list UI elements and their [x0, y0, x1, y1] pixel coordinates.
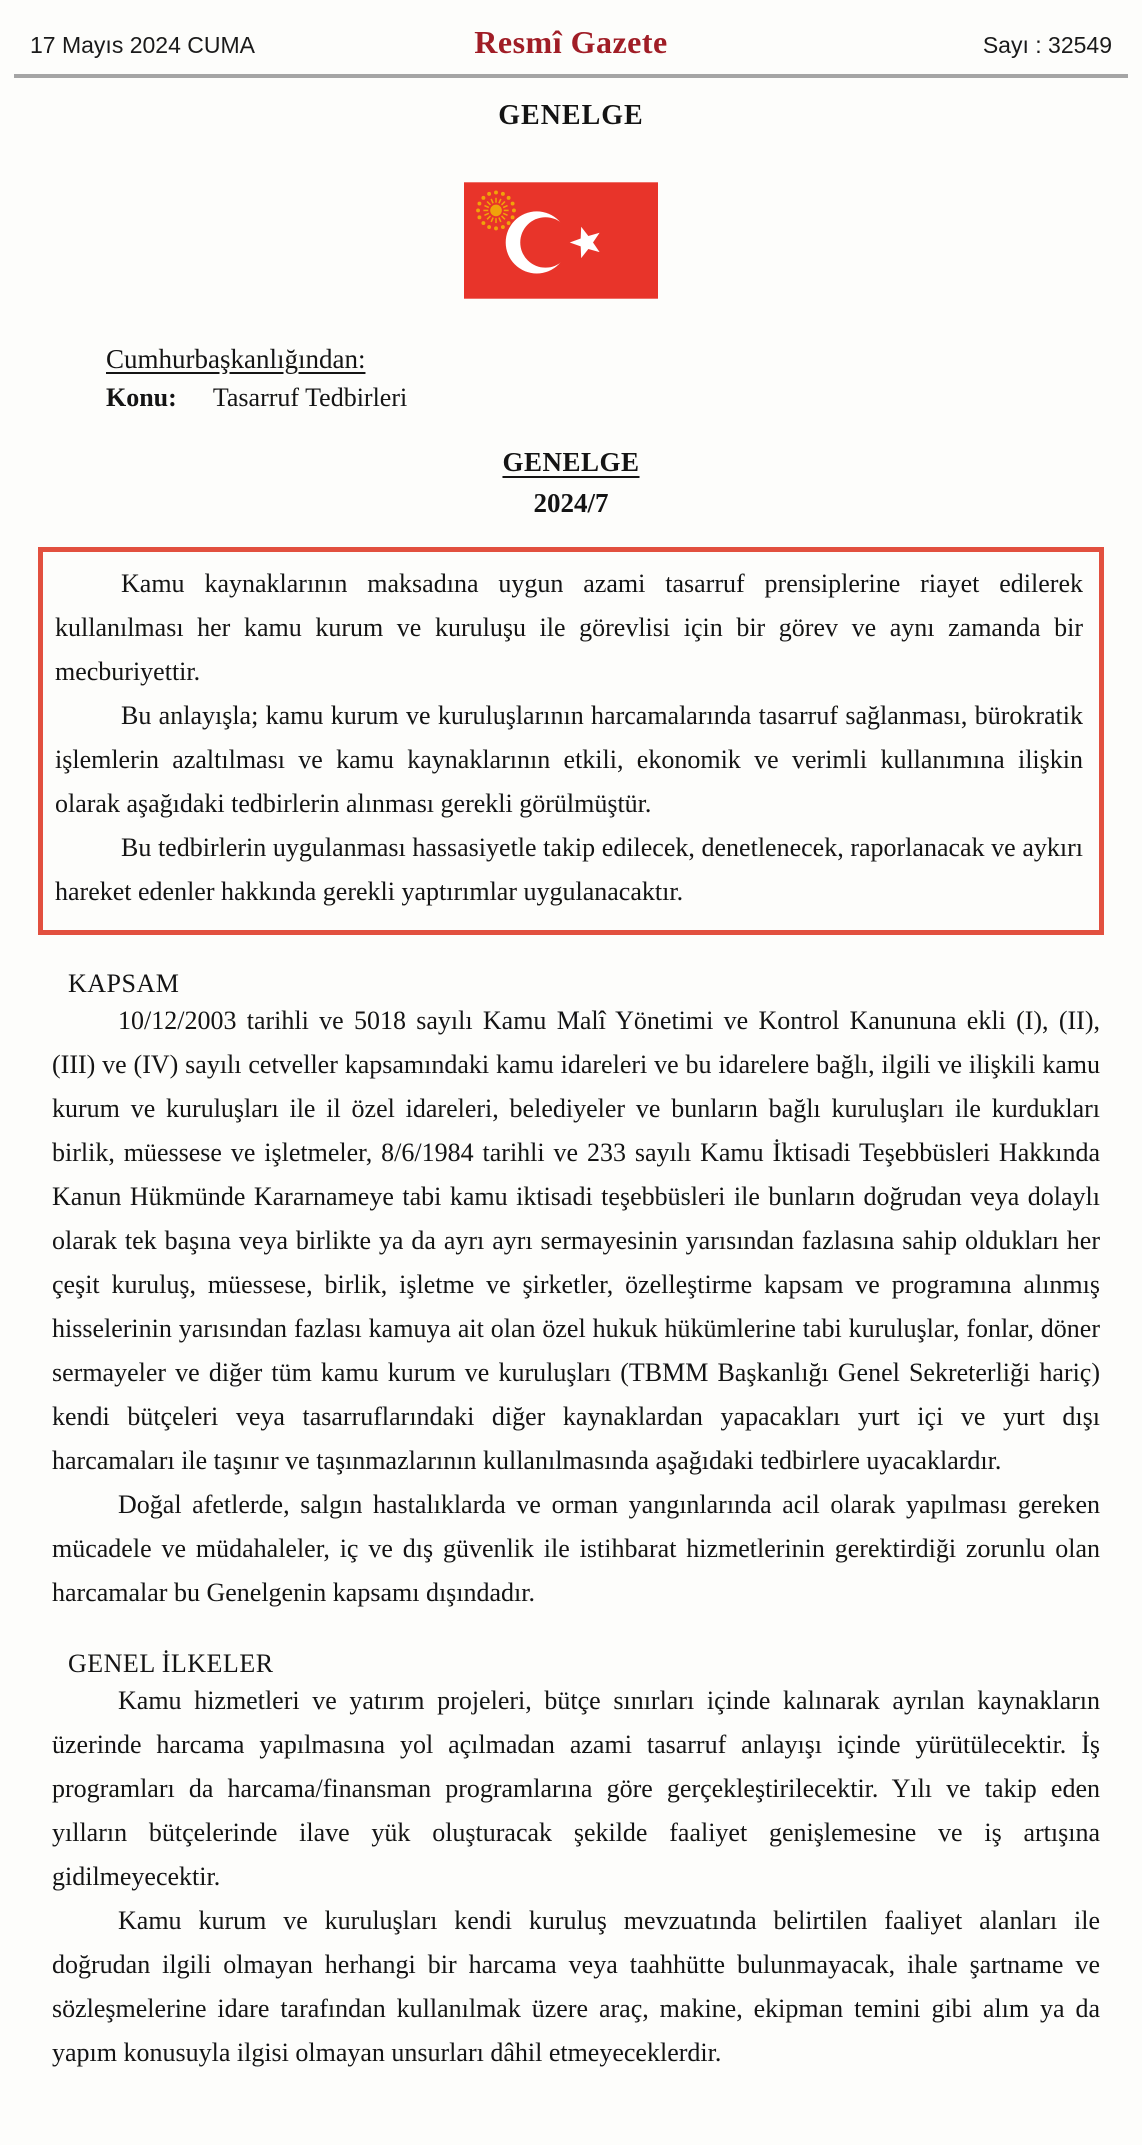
body-paragraph: 10/12/2003 tarihli ve 5018 sayılı Kamu Malî Yönetimi ve Kontrol Kanununa ekli (I), (II), (III) ve (IV) sayılı cetveller kapsamındaki kamu idareleri ve bu idarelere bağlı, ilgili ve ilişkili kamu kurum ve kuruluşları ile il özel idareleri, belediyeler ve bunların bağlı kuruluşları ile kurdukları birlik, müessese ve işletmeler, 8/6/1984 tarihli ve 233 sayılı Kamu İktisadi Teşebbüsleri Hakkında Kanun Hükmünde Kararnameye tabi kamu iktisadi teşebbüsleri ile bunların doğrudan veya dolaylı olarak tek başına veya birlikte ya da ayrı ayrı sermayesinin yarısından fazlasına sahip oldukları her çeşit kuruluş, müessese, birlik, işletme ve şirketler, özelleştirme kapsam ve programına alınmış hisselerinin yarısından fazlası kamuya ait olan özel hukuk hükümlerine tabi kuruluşlar, fonlar, döner sermayeler ve diğer tüm kamu kurum ve kuruluşları (TBMM Başkanlığı Genel Sekreterliği hariç) kendi bütçeleri veya tasarruflarındaki diğer kaynaklardan yapacakları yurt içi ve yurt dışı harcamaları ile taşınır ve taşınmazlarının kullanılmasında aşağıdaki tedbirlere uyacaklardır.	[52, 1006, 1100, 1475]
body-paragraph: Kamu kurum ve kuruluşları kendi kuruluş mevzuatında belirtilen faaliyet alanları ile doğrudan ilgili olmayan herhangi bir harcama veya taahhütte bulunmayacak, ihale şartname ve sözleşmelerine idare tarafından kullanılmak üzere araç, makine, ekipman temini gibi alım ya da yapım konusuyla ilgisi olmayan unsurları dâhil etmeyeceklerdir.	[52, 1906, 1100, 2067]
bottom-whitespace	[0, 2075, 1142, 2145]
body-paragraph: Doğal afetlerde, salgın hastalıklarda ve orman yangınlarında acil olarak yapılması gereken mücadele ve müdahaleler, iç ve dış güvenlik ile istihbarat hizmetlerinin gerektirdiği zorunlu olan harcamalar bu Genelgenin kapsamı dışındadır.	[52, 1490, 1100, 1607]
gazette-issue-number: Sayı : 32549	[982, 32, 1112, 58]
masthead	[0, 0, 1142, 61]
gazette-title: Resmî Gazete	[474, 24, 668, 60]
highlight-paragraph: Bu anlayışla; kamu kurum ve kuruluşlarının harcamalarında tasarruf sağlanması, bürokratik işlemlerin azaltılması ve kamu kaynaklarının etkili, ekonomik ve verimli kullanımına ilişkin olarak aşağıdaki tedbirlerin alınması gerekli görülmüştür.	[55, 701, 1083, 818]
circular-number: 2024/7	[533, 488, 609, 518]
circular-heading: GENELGE	[502, 447, 640, 477]
section-body-kapsam	[52, 999, 1100, 1615]
section-heading-genel-ilkeler: GENEL İLKELER	[68, 1649, 274, 1678]
subject-label: Konu:	[106, 383, 177, 412]
turkish-presidential-flag-icon	[464, 182, 658, 299]
page-title: GENELGE	[498, 100, 644, 131]
flag-container	[0, 182, 1142, 304]
highlight-box	[38, 547, 1104, 935]
highlight-paragraph: Bu tedbirlerin uygulanması hassasiyetle takip edilecek, denetlenecek, raporlanacak ve aykırı hareket edenler hakkında gerekli yaptırımlar uygulanacaktır.	[55, 833, 1083, 906]
issuer-block	[106, 344, 1142, 375]
masthead-divider	[14, 74, 1128, 78]
section-heading-kapsam: KAPSAM	[68, 969, 180, 998]
issuer-line: Cumhurbaşkanlığından:	[106, 344, 366, 374]
subject-line	[106, 383, 1142, 413]
body-paragraph: Kamu hizmetleri ve yatırım projeleri, bütçe sınırları içinde kalınarak ayrılan kaynakların üzerinde harcama yapılmasına yol açılmadan azami tasarruf anlayışı içinde yürütülecektir. İş programları da harcama/finansman programlarına göre gerçekleştirilecektir. Yılı ve takip eden yılların bütçelerinde ilave yük oluşturacak şekilde faaliyet genişlemesine ve iş artışına gidilmeyecektir.	[52, 1686, 1100, 1891]
section-body-genel-ilkeler	[52, 1679, 1100, 2075]
gazette-date: 17 Mayıs 2024 CUMA	[30, 32, 255, 58]
subject-value: Tasarruf Tedbirleri	[212, 383, 408, 412]
highlight-paragraph: Kamu kaynaklarının maksadına uygun azami tasarruf prensiplerine riayet edilerek kullanılması her kamu kurum ve kuruluşu ile görevlisi için bir görev ve aynı zamanda bir mecburiyettir.	[55, 569, 1083, 686]
